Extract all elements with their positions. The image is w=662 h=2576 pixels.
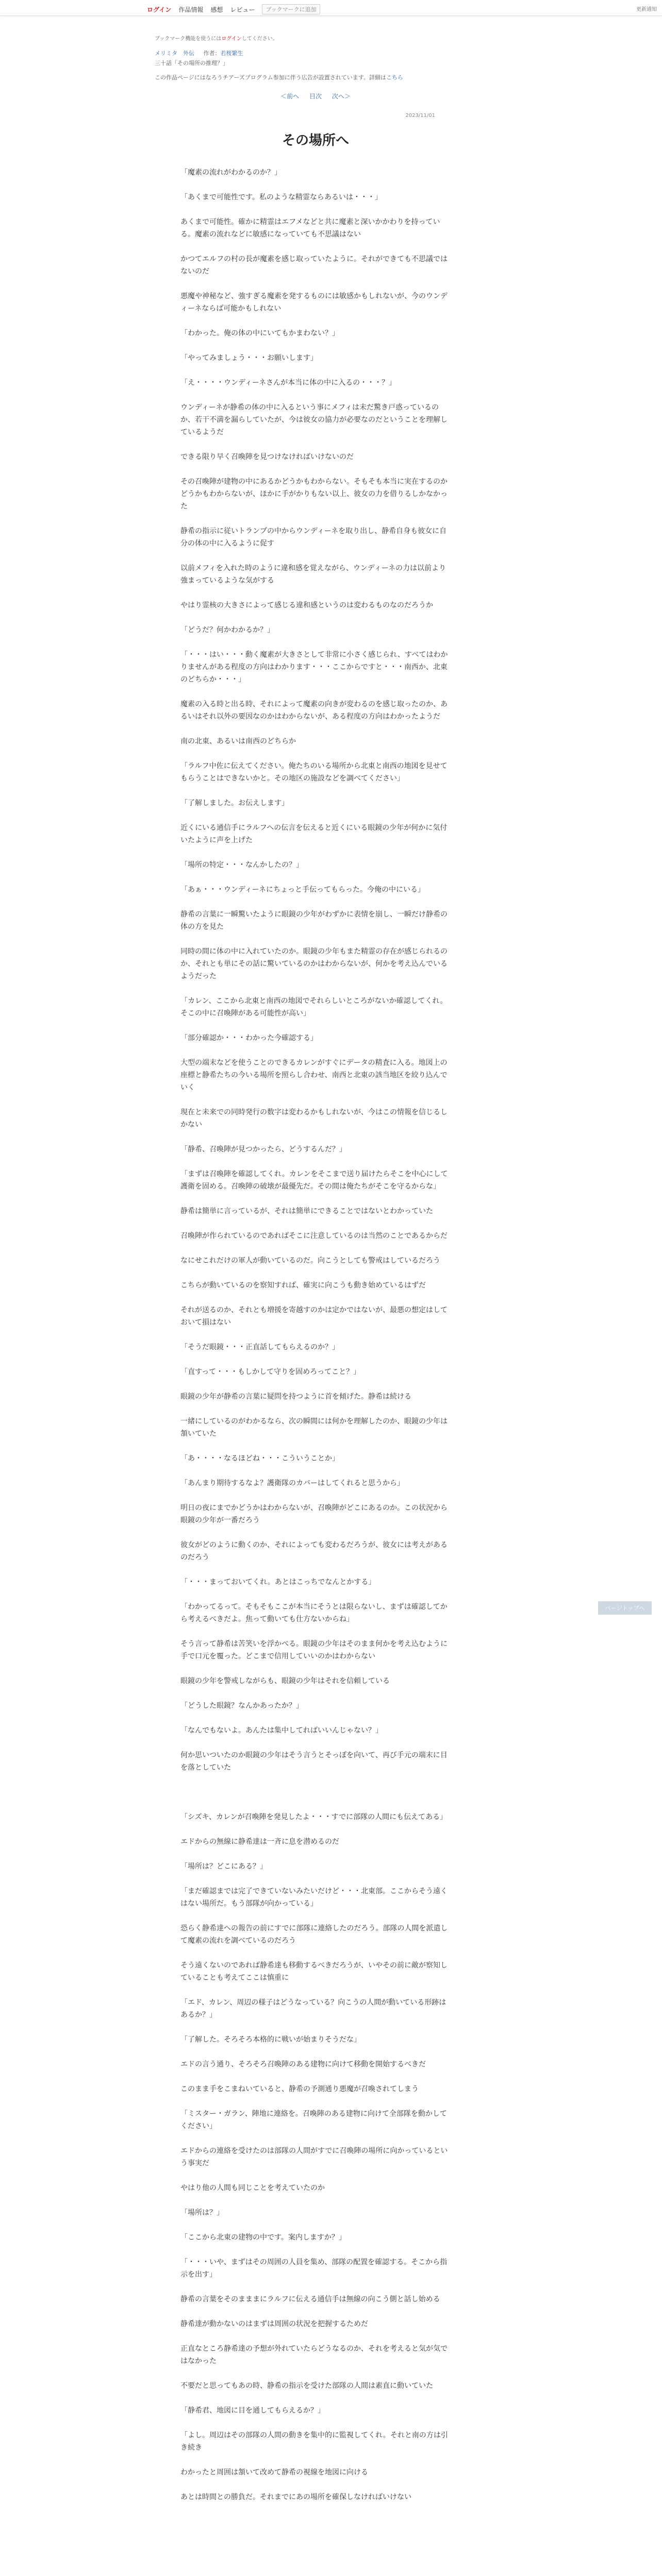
body-paragraph: 「ここから北東の建物の中です。案内しますか？」 xyxy=(180,2233,346,2242)
blank-line xyxy=(180,241,451,253)
body-paragraph: 「静希、召喚陣が見つかったら、どうするんだ？」 xyxy=(180,1145,346,1154)
blank-line xyxy=(180,1440,451,1452)
blank-line xyxy=(180,2170,451,2182)
body-paragraph: 「どうした眼鏡？なんかあったか？」 xyxy=(180,1702,303,1710)
blank-line xyxy=(180,1786,451,1799)
blank-line xyxy=(180,2392,451,2404)
page-top-button[interactable]: ページトップへ xyxy=(598,1601,652,1615)
chapter-info: 三十話「その場所の推理？」 xyxy=(155,60,228,66)
body-paragraph: こちらが動いているのを察知すれば、確実に向こうも動き始めているはずだ xyxy=(180,1281,426,1290)
blank-line xyxy=(180,809,451,822)
blank-line xyxy=(180,1403,451,1415)
program-notice xyxy=(155,73,476,81)
body-paragraph: エドの言う通り、そろそろ召喚陣のある建物に向けて移動を開始するべきだ xyxy=(180,2060,426,2069)
body-paragraph: 恐らく静希達への報告の前にすでに部隊に連絡したのだろう。部隊の人間を派遣して魔素の流れを調べているのだろう xyxy=(180,1924,448,1945)
blank-line xyxy=(180,1663,451,1675)
blank-line xyxy=(180,2367,451,2380)
novel-meta xyxy=(155,49,476,57)
body-paragraph: 「シズキ、カレンが召喚陣を発見したよ・・・すでに部隊の人間にも伝えてある」 xyxy=(180,1813,448,1821)
body-paragraph: 「場所は？どこにある？」 xyxy=(180,1862,267,1871)
body-paragraph: わかったと周囲は頷いて改めて静希の視線を地図に向ける xyxy=(180,2468,368,2477)
body-paragraph: なにせこれだけの軍人が動いているのだ。向こうとしても警戒はしているだろう xyxy=(180,1257,440,1265)
blank-line xyxy=(180,1823,451,1836)
blank-line xyxy=(180,1873,451,1885)
body-paragraph: そう遠くないのであれば静希達も移動するべきだろうが、いやその前に敵が察知していることも考えてここは慎重に xyxy=(180,1961,448,1982)
author-label: 作者： xyxy=(203,50,221,57)
nav-reviews[interactable]: レビュー xyxy=(230,6,255,13)
blank-line xyxy=(180,364,451,377)
blank-line xyxy=(180,1044,451,1057)
notice-login-link[interactable]: ログイン xyxy=(221,36,242,42)
body-paragraph: 「あんまり期待するなよ？護衛隊のカバーはしてくれると思うから」 xyxy=(180,1479,404,1487)
blank-line xyxy=(180,785,451,797)
body-paragraph: やはり霊核の大きさによって感じる違和感というのは変わるものなのだろうか xyxy=(180,601,433,609)
body-paragraph: 「わかった。俺の体の中にいてもかまわない？」 xyxy=(180,329,339,337)
nav-impressions[interactable]: 感想 xyxy=(210,6,223,13)
login-notice xyxy=(155,34,476,42)
site-header xyxy=(0,0,662,16)
blank-line xyxy=(180,2071,451,2083)
blank-line xyxy=(180,723,451,735)
next-chapter-link[interactable]: 次へ＞ xyxy=(332,93,351,100)
blank-line xyxy=(180,636,451,649)
blank-line xyxy=(180,1848,451,1860)
body-paragraph: 「わかってるって。そもそもここが本当にそうとは限らないし、まずは確認してから考えるべきだよ。焦って動いても仕方ないからね」 xyxy=(180,1603,448,1623)
body-paragraph: 「魔素の流れがわかるのか？」 xyxy=(180,168,282,177)
body-paragraph: 「場所は？」 xyxy=(180,2209,224,2217)
body-paragraph: 「・・・まっておいてくれ。あとはこっちでなんとかする」 xyxy=(180,1578,376,1586)
body-paragraph: 「カレン、ここから北東と南西の地図でそれらしいところがないか確認してくれ。そこの中に召喚陣がある可能性が高い」 xyxy=(180,997,448,1018)
blank-line xyxy=(180,748,451,760)
blank-line xyxy=(180,1329,451,1341)
program-notice-link[interactable]: こちら xyxy=(386,74,403,81)
blank-line xyxy=(180,1353,451,1366)
body-paragraph: 「まずは召喚陣を確認してくれ。カレンをそこまで送り届けたらそこを中心にして護衛を固める。召喚陣の破壊が最優先だ。その間は俺たちがそこを守るからな」 xyxy=(180,1170,448,1191)
blank-line xyxy=(180,1687,451,1700)
body-paragraph: このまま手をこまねいていると、静希の予測通り悪魔が召喚されてしまう xyxy=(180,2085,419,2093)
chapter-title: その場所へ xyxy=(282,133,349,148)
blank-line xyxy=(180,846,451,859)
blank-line xyxy=(180,438,451,451)
body-paragraph: かつてエルフの村の長が魔素を感じ取っていたように。それができても不思議ではないのだ xyxy=(180,255,448,276)
blank-line xyxy=(180,1625,451,1638)
body-paragraph: 「了解しました。お伝えします」 xyxy=(180,799,289,807)
blank-line xyxy=(180,1588,451,1601)
body-paragraph: 「静希君、地図に目を通してもらえるか？」 xyxy=(180,2406,325,2415)
bookmark-button[interactable]: ブックマークに追加 xyxy=(262,4,320,14)
body-paragraph: 同時の間に体の中に入れていたのか。眼鏡の少年もまた精霊の存在が感じられるのか、それとも単にその話に驚いているのかはわからないが、何かを考え込んでいるようだった xyxy=(180,947,448,980)
blank-line xyxy=(180,278,451,290)
blank-line xyxy=(180,1712,451,1724)
blank-line xyxy=(180,1947,451,1959)
body-paragraph: エドからの連絡を受けたのは部隊の人間がすでに召喚陣の場所に向かっているという事実だ xyxy=(180,2147,448,2167)
blank-line xyxy=(180,2417,451,2429)
body-paragraph: エドからの無線に静希達は一斉に息を潜めるのだ xyxy=(180,1838,339,1846)
blank-line xyxy=(180,1737,451,1749)
body-paragraph: 静希の言葉に一瞬驚いたように眼鏡の少年がわずかに表情を崩し、一瞬だけ静希の体の方を見た xyxy=(180,910,448,931)
body-paragraph: 以前メフィを入れた時のように違和感を覚えながら、ウンディーネの力は以前より強まっているような気がする xyxy=(180,564,446,585)
body-paragraph: あとは時間との勝負だ。それまでにあの場所を確保しなければいけない xyxy=(180,2493,411,2501)
program-notice-text: この作品ページにはなろうチアーズプログラム参加に伴う広告が設置されています。詳細は xyxy=(155,74,386,81)
header-nav xyxy=(147,4,320,14)
blank-line xyxy=(180,871,451,884)
blank-line xyxy=(180,1910,451,1922)
body-paragraph: 「よし。周辺はその部隊の人間の動きを集中的に監視してくれ。それと南の方は引き続き xyxy=(180,2431,448,2452)
publish-date: 2023/11/01 xyxy=(405,113,435,118)
body-paragraph: 「まだ確認までは完了できていないみたいだけど・・・北東部。ここからそう遠くはない場所だ。もう部隊が向かっている」 xyxy=(180,1887,448,1908)
blank-line xyxy=(180,1489,451,1502)
body-paragraph: 「・・・はい・・・動く魔素が大きさとして非常に小さく感じられ、すべてはわかりませんがある程度の方向はわかります・・・ここからですと・・・南西か、北東のどちらか・・・」 xyxy=(180,651,448,684)
body-paragraph: 大型の端末などを使うことのできるカレンがすぐにデータの精査に入る。地図上の座標と静希たちの今いる場所を照らし合わせ、南西と北東の該当地区を絞り込んでいく xyxy=(180,1059,448,1092)
blank-line xyxy=(180,896,451,908)
blank-line xyxy=(180,1292,451,1304)
blank-line xyxy=(180,982,451,995)
body-paragraph: 眼鏡の少年が静希の言葉に疑問を持つように首を傾げた。静希は続ける xyxy=(180,1393,411,1401)
author-link[interactable]: 若桜繁生 xyxy=(220,50,243,57)
body-paragraph: 不要だと思ってもあの時、静希の指示を受けた部隊の人間は素直に動いていた xyxy=(180,2382,433,2390)
blank-line xyxy=(180,1564,451,1576)
blank-line xyxy=(180,1984,451,1996)
blank-line xyxy=(180,2281,451,2293)
blank-line xyxy=(180,179,451,191)
body-paragraph: 「あぁ・・・ウンディーネにちょっと手伝ってもらった。今俺の中にいる」 xyxy=(180,886,425,894)
body-paragraph: 南の北東、あるいは南西のどちらか xyxy=(180,737,296,745)
chapter-body xyxy=(155,166,476,2503)
body-paragraph: 「ミスター・ガラン、陣地に連絡を。召喚陣のある建物に向けて全部隊を動かしてください」 xyxy=(180,2110,447,2130)
body-paragraph: 悪魔や神秘など、強すぎる魔素を発するものには敏感かもしれないが、今のウンディーネならば可能かもしれない xyxy=(180,292,448,313)
prev-chapter-link[interactable]: ＜前へ xyxy=(280,93,300,100)
novel-title-link[interactable]: メリミタ 外伝 xyxy=(155,50,194,57)
blank-line xyxy=(180,1465,451,1477)
body-paragraph: やはり他の人間も同じことを考えていたのか xyxy=(180,2184,325,2192)
blank-line xyxy=(180,204,451,216)
body-paragraph: 「あくまで可能性です。私のような精霊ならあるいは・・・」 xyxy=(180,193,382,201)
blank-line xyxy=(180,686,451,698)
blank-line xyxy=(180,1242,451,1255)
blank-line xyxy=(180,1131,451,1143)
body-paragraph: 静希の言葉をそのまままにラルフに伝える通信手は無線の向こう側と話し始める xyxy=(180,2295,440,2303)
body-paragraph: その召喚陣が建物の中にあるかどうかもわからない。そもそも本当に実在するのかどうかもわからないが、ほかに手がかりもない以上、彼女の力を借りるしかなかった xyxy=(180,478,448,511)
login-link[interactable]: ログイン xyxy=(147,6,172,13)
toc-link[interactable]: 目次 xyxy=(309,93,322,100)
blank-line xyxy=(180,2095,451,2108)
body-paragraph: 静希達が動かないのはまずは周囲の状況を把握するためだ xyxy=(180,2320,368,2328)
blank-line xyxy=(180,2132,451,2145)
blank-line xyxy=(180,315,451,327)
blank-line xyxy=(180,2021,451,2033)
body-paragraph: 魔素の入る時と出る時、それによって魔素の向きが変わるのを感じ取ったのか、あるいはそれ以外の要因なのかはわからないが、ある程度の方向はわかったようだ xyxy=(180,700,448,721)
notice-text-after: してください。 xyxy=(241,36,278,42)
blank-line xyxy=(180,1156,451,1168)
body-paragraph: 静希は簡単に言っているが、それは簡単にできることではないとわかっていた xyxy=(180,1207,433,1215)
blank-line xyxy=(180,1193,451,1205)
body-paragraph: それが送るのか、それとも増援を寄越すのかは定かではないが、最悪の想定はしておいて損はない xyxy=(180,1306,448,1327)
body-paragraph: 静希の指示に従いトランプの中からウンディーネを取り出し、静希自身も彼女に自分の体の中に入るように促す xyxy=(180,527,447,548)
body-paragraph: 「ラルフ中佐に伝えてください。俺たちのいる場所から北東と南西の地図を見せてもらうことはできないかと。その地区の施設などを調べてください」 xyxy=(180,762,448,783)
body-paragraph: 「場所の特定・・・なんかしたの？」 xyxy=(180,861,303,869)
body-paragraph: 「・・・いや、まずはその周囲の人員を集め、部隊の配置を確認する。そこから指示を出す」 xyxy=(180,2258,448,2279)
notice-text-before: ブックマーク機能を使うには xyxy=(155,36,222,42)
body-paragraph: 召喚陣が作られているのであればそこに注意しているのは当然のことであるからだ xyxy=(180,1232,448,1240)
blank-line xyxy=(180,2194,451,2207)
body-paragraph: 眼鏡の少年を警戒しながらも、眼鏡の少年はそれを信頼している xyxy=(180,1677,390,1685)
blank-line xyxy=(180,1020,451,1032)
blank-line xyxy=(180,1799,451,1811)
blank-line xyxy=(180,550,451,562)
chapter-pager xyxy=(155,92,476,100)
blank-line xyxy=(180,933,451,945)
blank-line xyxy=(180,2330,451,2343)
body-paragraph: 正直なところ静希達の予想が外れていたらどうなるのか、それを考えると気が気ではなかった xyxy=(180,2345,448,2365)
blank-line xyxy=(180,513,451,525)
novel-main xyxy=(155,34,476,2503)
blank-line xyxy=(180,1094,451,1106)
update-notice-link[interactable]: 更新通知 xyxy=(636,7,657,12)
body-paragraph: 「え・・・・ウンディーネさんが本当に体の中に入るの・・・？」 xyxy=(180,379,396,387)
body-paragraph: 「直すって・・・もしかして守りを固めろってこと？」 xyxy=(180,1368,361,1376)
body-paragraph: 彼女がどのように動くのか、それによっても変わるだろうが、彼女には考えがあるのだろう xyxy=(180,1541,448,1562)
blank-line xyxy=(180,389,451,401)
body-paragraph: ウンディーネが静希の体の中に入るという事にメフィは未だ驚き戸惑っているのか、若干不満を漏らしていたが、今は彼女の協力が必要なのだということを理解しているようだ xyxy=(180,403,448,436)
blank-line xyxy=(180,1267,451,1279)
body-paragraph: できる限り早く召喚陣を見つけなければいけないのだ xyxy=(180,453,354,461)
blank-line xyxy=(180,2454,451,2466)
blank-line xyxy=(180,2479,451,2491)
blank-line xyxy=(180,340,451,352)
body-paragraph: 明日の夜にまでかどうかはわからないが、召喚陣がどこにあるのか。この状況から眼鏡の少年が一番だろう xyxy=(180,1504,448,1524)
body-paragraph: 「エド、カレン、周辺の様子はどうなっている？向こうの人間が動いている形跡はあるか？」 xyxy=(180,1998,446,2019)
blank-line xyxy=(180,1217,451,1230)
nav-novel-info[interactable]: 作品情報 xyxy=(178,6,204,13)
body-paragraph: 「部分確認か・・・わかった今確認する」 xyxy=(180,1034,318,1042)
body-paragraph: 一緒にしているのがわかるなら、次の瞬間には何かを理解したのか、眼鏡の少年は頷いていた xyxy=(180,1417,448,1438)
body-paragraph: 「なんでもないよ。あんたは集中してればいいんじゃない？」 xyxy=(180,1726,383,1735)
blank-line xyxy=(180,2046,451,2058)
blank-line xyxy=(180,2219,451,2231)
blank-line xyxy=(180,463,451,476)
body-paragraph: 「どうだ？何かわかるか？」 xyxy=(180,626,274,634)
body-paragraph: あくまで可能性。確かに精霊はエフメなどと共に魔素と深いかかわりを持っている。魔素の流れなどに敏感になっていても不思議はない xyxy=(180,218,440,239)
blank-line xyxy=(180,1774,451,1786)
body-paragraph: 「そうだ眼鏡・・・正直話してもらえるのか？」 xyxy=(180,1343,339,1351)
blank-line xyxy=(180,2306,451,2318)
blank-line xyxy=(180,1527,451,1539)
body-paragraph: 「あ・・・・なるほどね・・・こういうことか」 xyxy=(180,1454,339,1463)
body-paragraph: 近くにいる通信手にラルフへの伝言を伝えると近くにいる眼鏡の少年が何かに気付いたように声を上げた xyxy=(180,824,448,844)
blank-line xyxy=(180,1378,451,1391)
blank-line xyxy=(180,587,451,599)
blank-line xyxy=(180,2244,451,2256)
blank-line xyxy=(180,612,451,624)
body-paragraph: 「やってみましょう・・・お願いします」 xyxy=(180,354,318,362)
body-paragraph: 現在と未来での同時発行の数字は変わるかもしれないが、今はこの情報を信じるしかない xyxy=(180,1108,448,1129)
body-paragraph: 「了解した。そろそろ本格的に戦いが始まりそうだな」 xyxy=(180,2036,361,2044)
body-paragraph: 何か思いついたのか眼鏡の少年はそう言うとそっぽを向いて、再び手元の端末に目を落としていた xyxy=(180,1751,448,1772)
body-paragraph: そう言って静希は苦笑いを浮かべる。眼鏡の少年はそのまま何かを考え込むように手で口元を覆った。どこまで信用していいのかはわからない xyxy=(180,1640,448,1660)
